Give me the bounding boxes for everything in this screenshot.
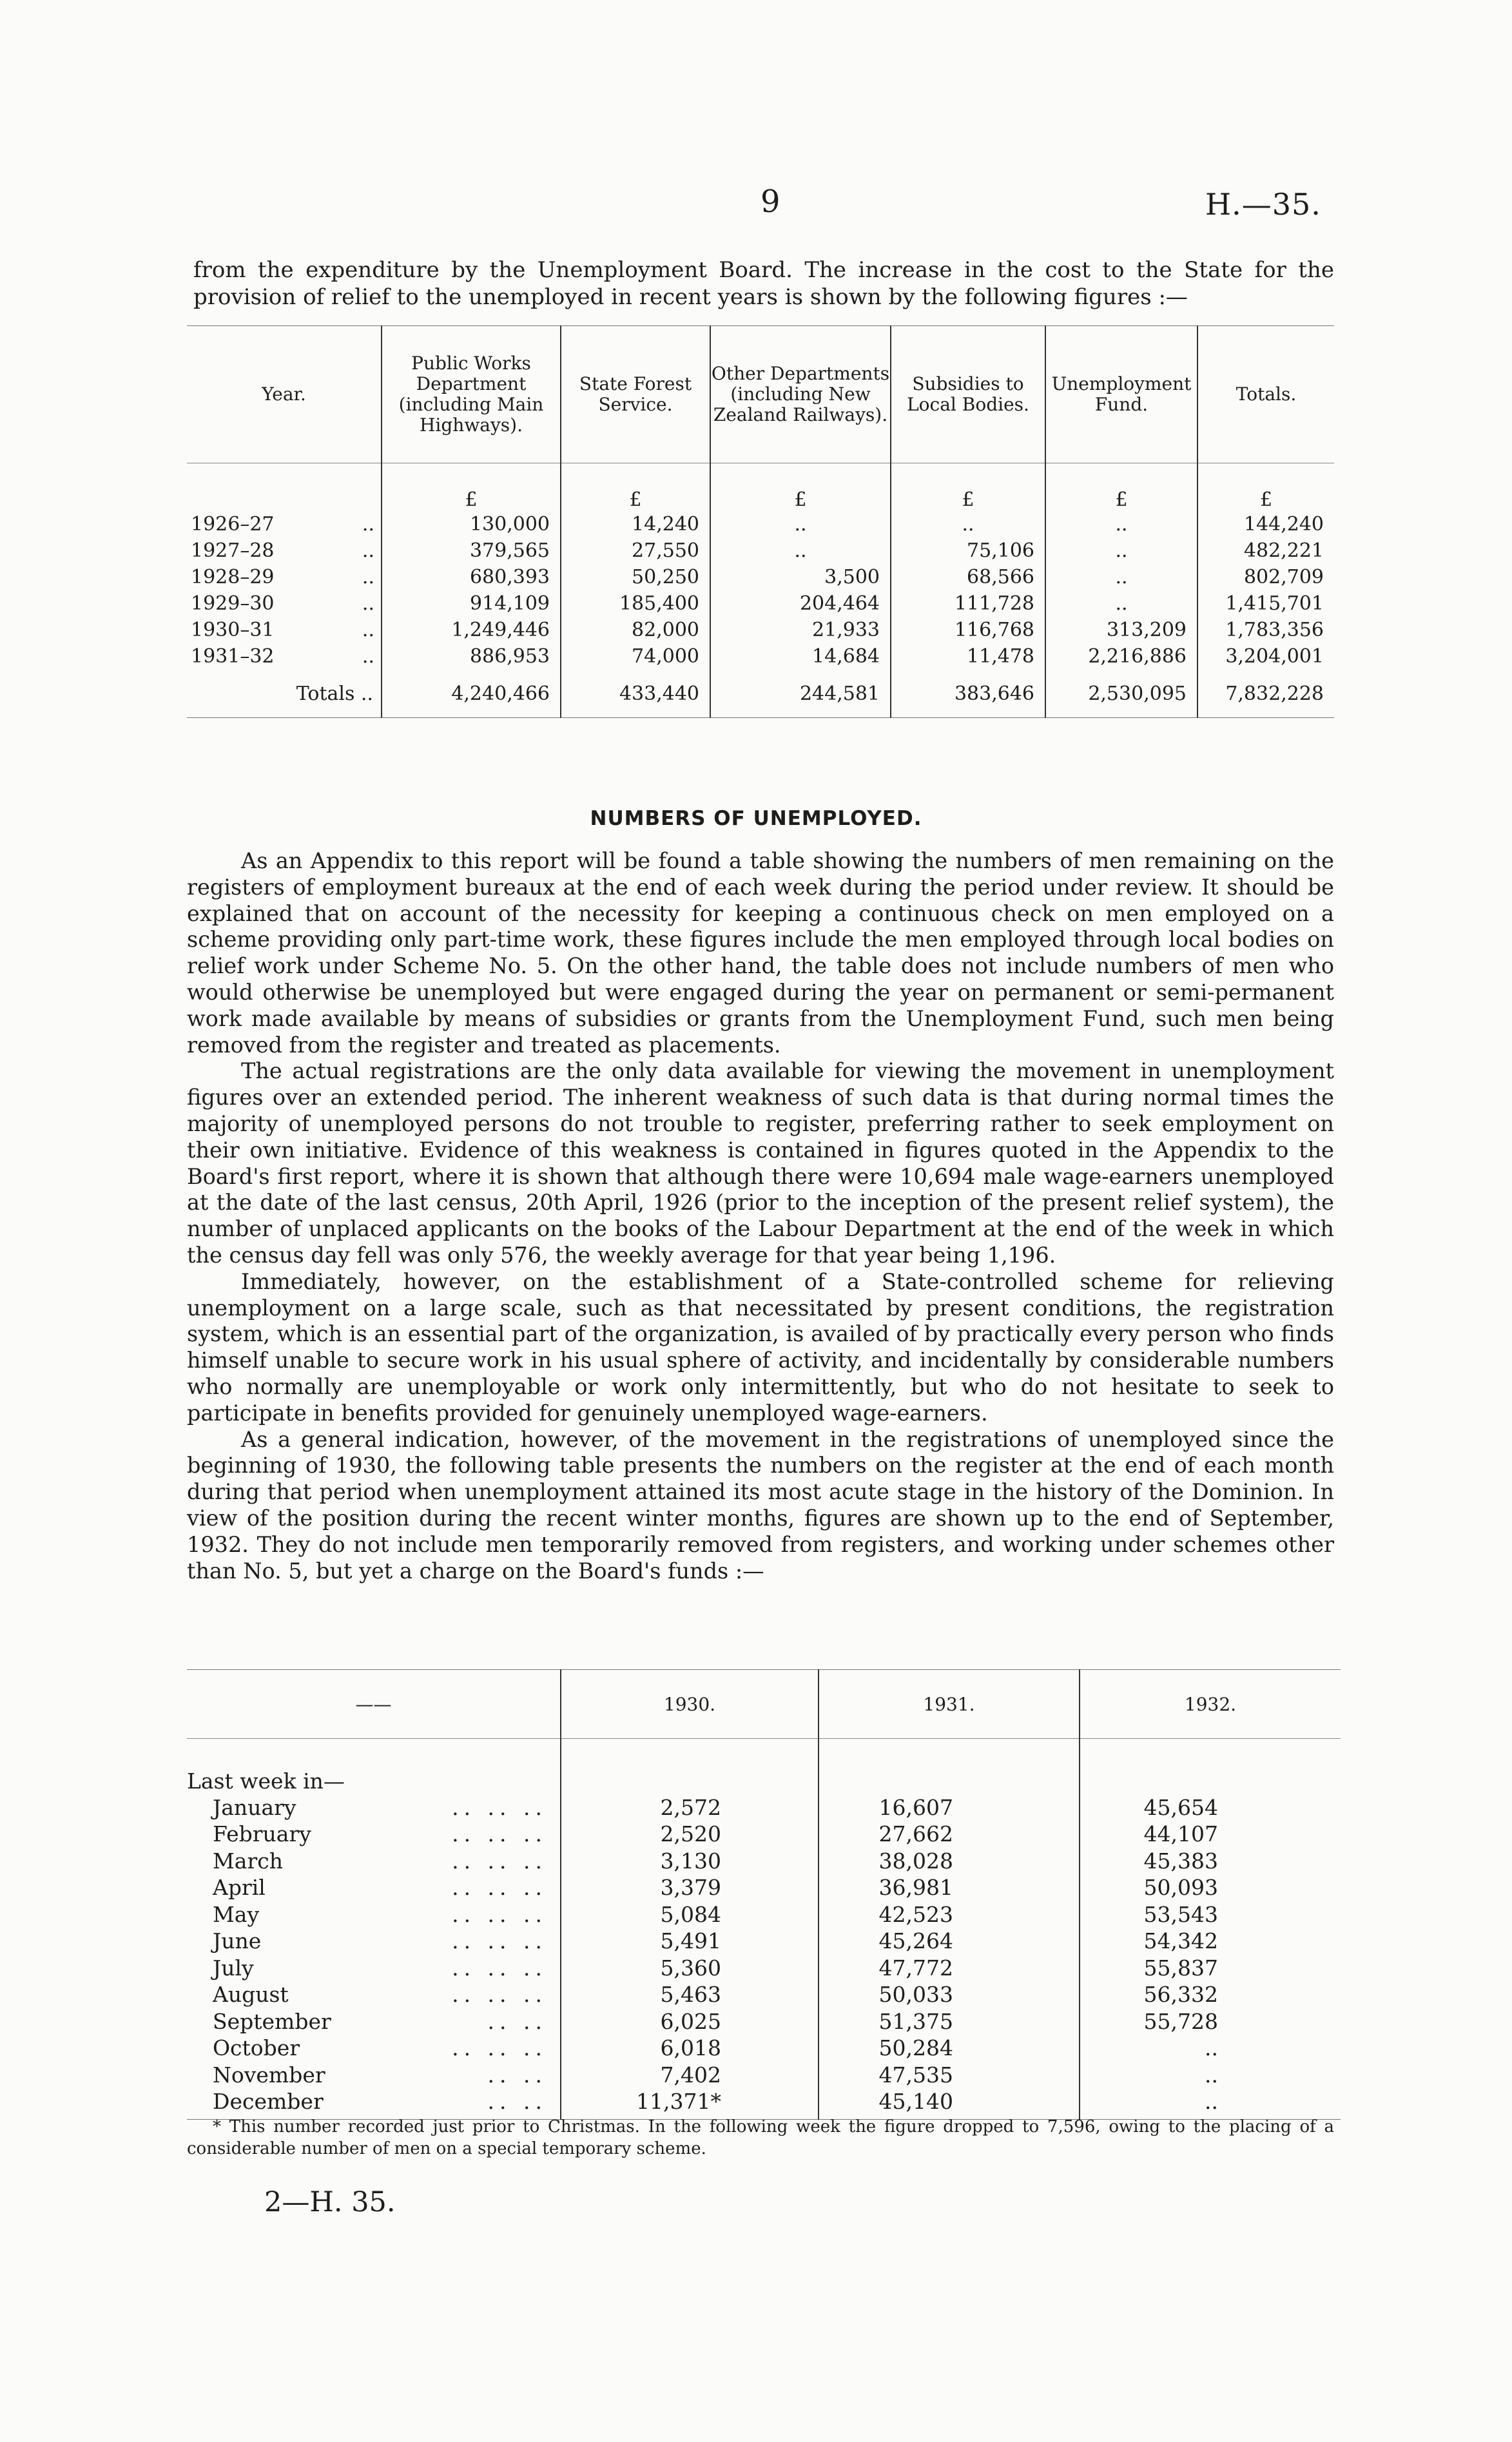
cell-1932: 50,093 xyxy=(1080,1875,1341,1902)
month-label: May xyxy=(213,1901,260,1927)
total-other-departments: 244,581 xyxy=(710,670,891,718)
cell-1931: 38,028 xyxy=(819,1848,1080,1875)
cell-1931: 36,981 xyxy=(819,1875,1080,1902)
cell-1931: 45,140 xyxy=(819,2089,1080,2120)
signature-reference: 2—H. 35. xyxy=(264,2186,396,2218)
cell-total: 1,783,356 xyxy=(1197,617,1334,643)
table-row xyxy=(187,1901,1341,1928)
cell-1932: 55,728 xyxy=(1080,2008,1341,2035)
cell-total: 802,709 xyxy=(1197,564,1334,590)
leader-dots: .. .. xyxy=(487,2062,547,2088)
cell-1930: 6,018 xyxy=(561,2035,819,2062)
leader-dots: .. .. .. xyxy=(452,1848,547,1874)
cell-1930: 7,402 xyxy=(561,2062,819,2089)
leader-dots: .. .. .. xyxy=(452,1821,547,1847)
col-header-subsidies: Subsidies to Local Bodies. xyxy=(891,326,1045,463)
leader-dots: .. .. xyxy=(487,2089,547,2115)
cell-unemployment-fund: 2,216,886 xyxy=(1045,643,1197,670)
table-header-row xyxy=(187,1670,1341,1739)
cell-1930: 5,463 xyxy=(561,1982,819,2009)
table-row xyxy=(187,2008,1341,2035)
cell-public-works: 886,953 xyxy=(382,643,561,670)
unit-label: £ xyxy=(382,463,561,512)
month-label: August xyxy=(213,1982,289,2008)
total-public-works: 4,240,466 xyxy=(382,670,561,718)
leader-dots: .. .. .. xyxy=(452,1794,547,1820)
cell-1931: 16,607 xyxy=(819,1794,1080,1821)
cell-other-departments: 204,464 xyxy=(710,590,891,617)
grand-total: 7,832,228 xyxy=(1197,670,1334,718)
cell-1930: 2,520 xyxy=(561,1821,819,1848)
table-row xyxy=(187,1928,1341,1955)
cell-unemployment-fund: .. xyxy=(1045,511,1197,538)
cell-unemployment-fund: .. xyxy=(1045,538,1197,564)
cell-total: 1,415,701 xyxy=(1197,590,1334,617)
cell-1932: 45,654 xyxy=(1080,1794,1341,1821)
month-label: July xyxy=(213,1955,254,1981)
cell-other-departments: 21,933 xyxy=(710,617,891,643)
table-row xyxy=(187,1821,1341,1848)
month-label: October xyxy=(213,2035,300,2061)
leader-dots: .. xyxy=(362,645,374,668)
cell-subsidies: .. xyxy=(891,511,1045,538)
cell-1932: 53,543 xyxy=(1080,1901,1341,1928)
leader-dots: .. xyxy=(362,592,374,615)
cell-state-forest: 14,240 xyxy=(561,511,710,538)
leader-dots: .. xyxy=(362,566,374,588)
leader-dots: .. .. .. xyxy=(452,1955,547,1981)
cell-other-departments: 14,684 xyxy=(710,643,891,670)
col-header-blank: —— xyxy=(187,1670,561,1739)
year-cell: 1928–29 xyxy=(191,566,275,588)
cell-total: 3,204,001 xyxy=(1197,643,1334,670)
paragraph: The actual registrations are the only data available for viewing the movement in unemployment figures over an extended period. The inherent weakness of such data is that during normal times the majority of unemployed persons do not trouble to register, preferring rather to seek employment on their own initiative. Evidence of this weakness is contained in figures quoted in the Appendix to the Board's first report, where it is shown that although there were 10,694 male wage-earners unemployed at the date of the last census, 20th April, 1926 (prior to the inception of the present relief system), the number of unplaced applicants on the books of the Labour Department at the end of the week in which the census day fell was only 576, the weekly average for that year being 1,196. xyxy=(187,1058,1334,1268)
month-label: March xyxy=(213,1848,283,1874)
unit-label: £ xyxy=(1045,463,1197,512)
row-label-row xyxy=(187,1765,1341,1794)
leader-dots: .. .. .. xyxy=(452,1875,547,1901)
leader-dots: .. .. .. xyxy=(452,1982,547,2008)
cell-1930: 2,572 xyxy=(561,1794,819,1821)
cell-1930: 5,491 xyxy=(561,1928,819,1955)
month-label: December xyxy=(213,2089,324,2115)
cell-1930: 5,360 xyxy=(561,1955,819,1982)
cell-1932: 45,383 xyxy=(1080,1848,1341,1875)
cell-1930: 3,130 xyxy=(561,1848,819,1875)
cell-1932: 55,837 xyxy=(1080,1955,1341,1982)
totals-label: Totals .. xyxy=(187,670,382,718)
cell-public-works: 1,249,446 xyxy=(382,617,561,643)
cell-1932: .. xyxy=(1080,2089,1341,2120)
paragraph: As a general indication, however, of the movement in the registrations of unemployed since the beginning of 1930, the following table presents the numbers on the register at the end of each month during that period when unemployment attained its most acute stage in the history of the Dominion. In view of the position during the recent winter months, figures are shown up to the end of September, 1932. They do not include men temporarily removed from registers, and working under schemes other than No. 5, but yet a charge on the Board's funds :— xyxy=(187,1426,1334,1584)
table-header-row xyxy=(187,326,1334,463)
table-row xyxy=(187,1794,1341,1821)
table-row xyxy=(187,2089,1341,2120)
cell-1932: .. xyxy=(1080,2035,1341,2062)
cell-1930: 3,379 xyxy=(561,1875,819,1902)
table-row xyxy=(187,511,1334,538)
month-label: January xyxy=(213,1794,296,1820)
cell-state-forest: 74,000 xyxy=(561,643,710,670)
leader-dots: .. xyxy=(362,513,374,536)
cell-other-departments: 3,500 xyxy=(710,564,891,590)
monthly-registrations-table xyxy=(187,1669,1341,2120)
table-row xyxy=(187,1848,1341,1875)
cell-1932: 54,342 xyxy=(1080,1928,1341,1955)
col-header-1931: 1931. xyxy=(819,1670,1080,1739)
year-cell: 1926–27 xyxy=(191,513,275,536)
cell-total: 482,221 xyxy=(1197,538,1334,564)
paragraph: As an Appendix to this report will be found a table showing the numbers of men remaining on the registers of employment bureaux at the end of each week during the period under review. It should be explained that on account of the necessity for keeping a continuous check on men employed on a scheme providing only part-time work, these figures include the men employed through local bodies on relief work under Scheme No. 5. On the other hand, the table does not include numbers of men who would otherwise be unemployed but were engaged during the year on permanent or semi-permanent work made available by means of subsidies or grants from the Unemployment Fund, such men being removed from the register and treated as placements. xyxy=(187,848,1334,1058)
cell-1931: 27,662 xyxy=(819,1821,1080,1848)
year-cell: 1927–28 xyxy=(191,539,275,562)
intro-paragraph: from the expenditure by the Unemployment Board. The increase in the cost to the State for the provision of relief to the unemployed in recent years is shown by the following figures :— xyxy=(193,257,1334,310)
month-label: April xyxy=(213,1875,266,1901)
page-reference: H.—35. xyxy=(1205,187,1321,222)
cell-public-works: 914,109 xyxy=(382,590,561,617)
month-label: February xyxy=(213,1821,311,1847)
cell-1931: 47,772 xyxy=(819,1955,1080,1982)
cell-1931: 51,375 xyxy=(819,2008,1080,2035)
cell-1931: 50,033 xyxy=(819,1982,1080,2009)
cell-unemployment-fund: 313,209 xyxy=(1045,617,1197,643)
cell-subsidies: 116,768 xyxy=(891,617,1045,643)
total-subsidies: 383,646 xyxy=(891,670,1045,718)
unit-label: £ xyxy=(1197,463,1334,512)
footnote: * This number recorded just prior to Christmas. In the following week the figure dropped to 7,596, owing to the placing of a considerable number of men on a special temporary scheme. xyxy=(187,2117,1334,2158)
col-header-state-forest: State Forest Service. xyxy=(561,326,710,463)
cell-1932: 56,332 xyxy=(1080,1982,1341,2009)
col-header-1930: 1930. xyxy=(561,1670,819,1739)
body-text xyxy=(187,848,1334,1584)
cell-1932: .. xyxy=(1080,2062,1341,2089)
unit-label: £ xyxy=(710,463,891,512)
table-row xyxy=(187,538,1334,564)
total-state-forest: 433,440 xyxy=(561,670,710,718)
cell-state-forest: 27,550 xyxy=(561,538,710,564)
unit-row xyxy=(187,463,1334,512)
cell-other-departments: .. xyxy=(710,511,891,538)
cell-state-forest: 185,400 xyxy=(561,590,710,617)
section-heading: NUMBERS OF UNEMPLOYED. xyxy=(590,807,922,830)
table-row xyxy=(187,1982,1341,2009)
cell-subsidies: 111,728 xyxy=(891,590,1045,617)
cell-subsidies: 75,106 xyxy=(891,538,1045,564)
col-header-1932: 1932. xyxy=(1080,1670,1341,1739)
unit-label: £ xyxy=(891,463,1045,512)
paragraph: Immediately, however, on the establishment of a State-controlled scheme for relieving unemployment on a large scale, such as that necessitated by present conditions, the registration system, which is an essential part of the organization, is availed of by practically every person who finds himself unable to secure work in his usual sphere of activity, and incidentally by considerable numbers who normally are unemployable or work only intermittently, but who do not hesitate to seek to participate in benefits provided for genuinely unemployed wage-earners. xyxy=(187,1268,1334,1426)
cell-subsidies: 68,566 xyxy=(891,564,1045,590)
leader-dots: .. .. xyxy=(487,2008,547,2034)
table-row xyxy=(187,1955,1341,1982)
table-row xyxy=(187,643,1334,670)
last-week-label: Last week in— xyxy=(187,1769,345,1794)
cell-subsidies: 11,478 xyxy=(891,643,1045,670)
cell-1930: 5,084 xyxy=(561,1901,819,1928)
table-row xyxy=(187,617,1334,643)
month-label: September xyxy=(213,2008,331,2034)
year-cell: 1931–32 xyxy=(191,645,275,668)
month-label: June xyxy=(213,1928,262,1954)
cell-1931: 47,535 xyxy=(819,2062,1080,2089)
col-header-public-works: Public Works Department (including Main Highways). xyxy=(382,326,561,463)
table-row xyxy=(187,2035,1341,2062)
cell-state-forest: 50,250 xyxy=(561,564,710,590)
cell-unemployment-fund: .. xyxy=(1045,590,1197,617)
cell-1931: 42,523 xyxy=(819,1901,1080,1928)
col-header-unemployment-fund: Unemployment Fund. xyxy=(1045,326,1197,463)
cell-1931: 45,264 xyxy=(819,1928,1080,1955)
col-header-other-departments: Other Departments (including New Zealand Railways). xyxy=(710,326,891,463)
col-header-totals: Totals. xyxy=(1197,326,1334,463)
unit-label: £ xyxy=(561,463,710,512)
col-header-year: Year. xyxy=(187,326,382,463)
total-unemployment-fund: 2,530,095 xyxy=(1045,670,1197,718)
month-label: November xyxy=(213,2062,325,2088)
leader-dots: .. xyxy=(362,619,374,641)
leader-dots: .. .. .. xyxy=(452,1928,547,1954)
leader-dots: .. .. .. xyxy=(452,1901,547,1927)
cell-public-works: 379,565 xyxy=(382,538,561,564)
leader-dots: .. .. .. xyxy=(452,2035,547,2061)
cell-1930: 6,025 xyxy=(561,2008,819,2035)
year-cell: 1929–30 xyxy=(191,592,275,615)
cell-1932: 44,107 xyxy=(1080,1821,1341,1848)
totals-row xyxy=(187,670,1334,718)
page-number: 9 xyxy=(761,184,780,220)
table-row xyxy=(187,2062,1341,2089)
cell-1931: 50,284 xyxy=(819,2035,1080,2062)
table-row xyxy=(187,564,1334,590)
leader-dots: .. xyxy=(362,539,374,562)
cell-1930: 11,371* xyxy=(561,2089,819,2120)
cell-state-forest: 82,000 xyxy=(561,617,710,643)
table-row xyxy=(187,590,1334,617)
table-row xyxy=(187,1875,1341,1902)
relief-cost-table xyxy=(187,325,1334,718)
cell-other-departments: .. xyxy=(710,538,891,564)
cell-total: 144,240 xyxy=(1197,511,1334,538)
cell-unemployment-fund: .. xyxy=(1045,564,1197,590)
year-cell: 1930–31 xyxy=(191,619,275,641)
cell-public-works: 680,393 xyxy=(382,564,561,590)
cell-public-works: 130,000 xyxy=(382,511,561,538)
